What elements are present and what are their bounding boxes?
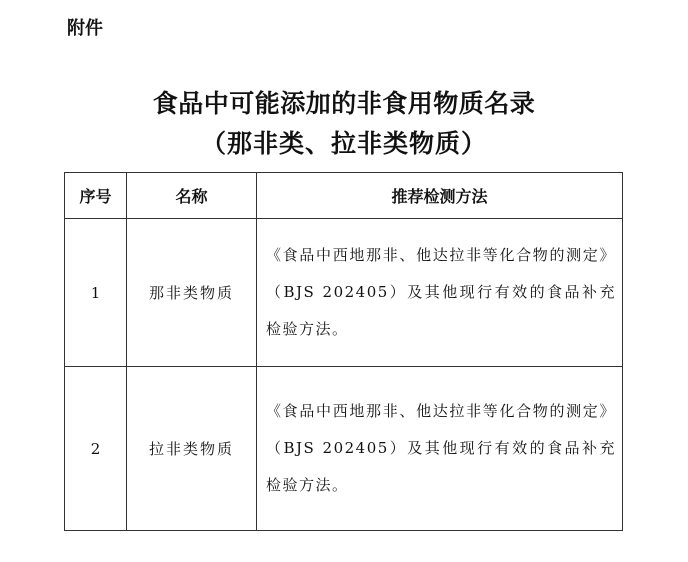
substance-table [64,172,623,531]
table-header-row [65,173,623,219]
table-row [65,367,623,531]
detection-method: 《食品中西地那非、他达拉非等化合物的测定》（BJS 202405）及其他现行有效的食品补充检验方法。 [257,219,623,367]
document-title: 食品中可能添加的非食用物质名录 [152,89,536,118]
header-no: 序号 [65,173,127,219]
header-method: 推荐检测方法 [257,173,623,219]
attachment-label: 附件 [67,18,103,39]
header-name: 名称 [127,173,257,219]
substance-name: 那非类物质 [127,219,257,367]
substance-name: 拉非类物质 [127,367,257,531]
row-number: 2 [65,367,127,531]
table-row [65,219,623,367]
detection-method: 《食品中西地那非、他达拉非等化合物的测定》（BJS 202405）及其他现行有效的食品补充检验方法。 [257,367,623,531]
row-number: 1 [65,219,127,367]
document-subtitle: （那非类、拉非类物质） [200,129,487,158]
